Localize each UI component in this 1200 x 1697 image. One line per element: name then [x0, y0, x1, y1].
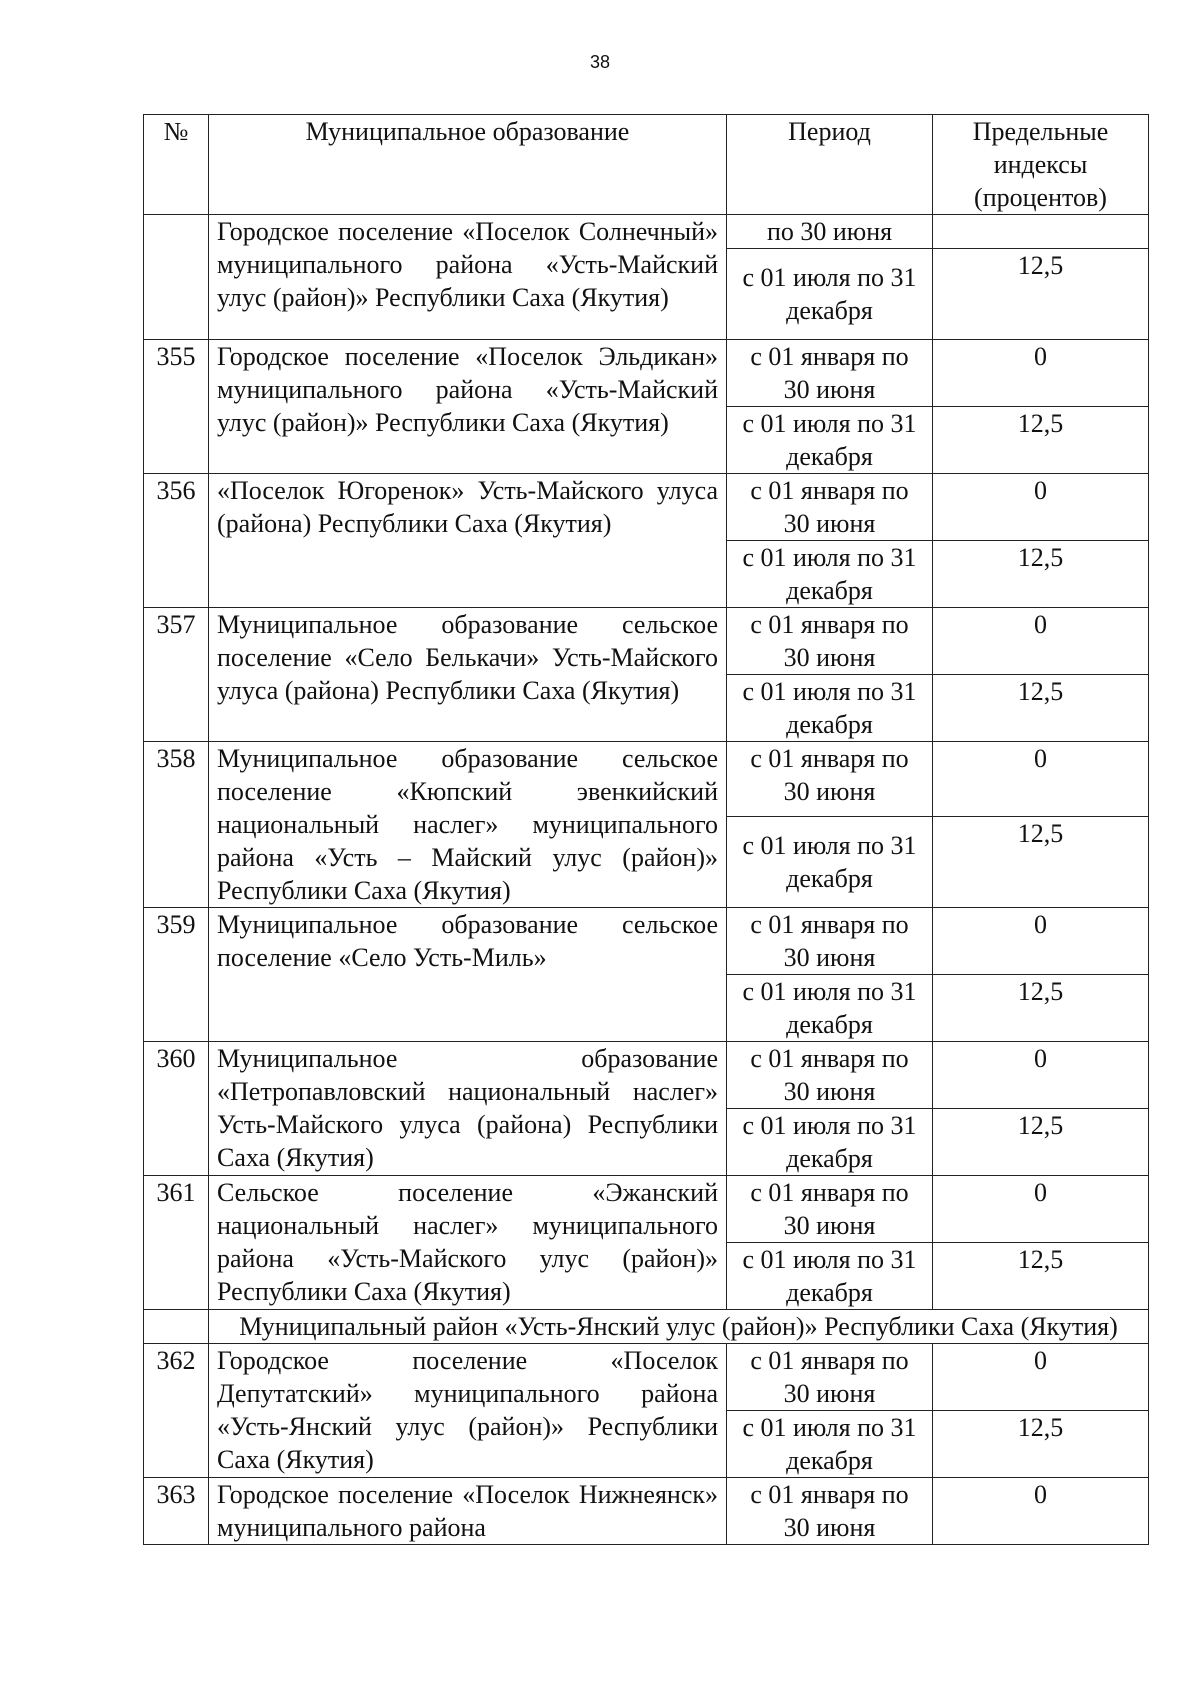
- municipality-name: Городское поселение «Поселок Нижнеянск» муниципального района: [209, 1478, 727, 1545]
- period-second-half: с 01 июля по 31 декабря: [727, 675, 933, 742]
- page-number: 38: [589, 52, 611, 72]
- index-value: 0: [933, 474, 1149, 541]
- period-second-half: с 01 июля по 31 декабря: [727, 817, 933, 908]
- municipality-name: Городское поселение «Поселок Депутатский» муниципального района «Усть-Янский улус (район)» Республики Саха (Якутия): [209, 1344, 727, 1478]
- municipality-name: Сельское поселение «Эжанский национальный наслег» муниципального района «Усть-Майского улус (район)» Республики Саха (Якутия): [209, 1176, 727, 1310]
- index-value: 0: [933, 340, 1149, 407]
- municipality-name: Городское поселение «Поселок Эльдикан» муниципального района «Усть-Майский улус (район)» Республики Саха (Якутия): [209, 340, 727, 474]
- table-row: [144, 1176, 1149, 1243]
- header-name: Муниципальное образование: [209, 115, 727, 215]
- period-first-half: с 01 января по 30 июня: [727, 340, 933, 407]
- index-value: 12,5: [933, 249, 1149, 340]
- period-second-half: с 01 июля по 31 декабря: [727, 975, 933, 1042]
- table-row: [144, 608, 1149, 675]
- index-value: 12,5: [933, 1109, 1149, 1176]
- table-row: [144, 908, 1149, 975]
- table-row: [144, 1042, 1149, 1109]
- table-row: [144, 340, 1149, 407]
- row-number: 359: [144, 908, 209, 1042]
- table-row: [144, 742, 1149, 817]
- section-number-cell: [144, 1310, 209, 1344]
- indices-table: [143, 114, 1149, 1545]
- index-value: 12,5: [933, 1243, 1149, 1310]
- period-first-half: с 01 января по 30 июня: [727, 1176, 933, 1243]
- index-value: 12,5: [933, 675, 1149, 742]
- row-number: 357: [144, 608, 209, 742]
- row-number: 355: [144, 340, 209, 474]
- municipality-name: Муниципальное образование «Петропавловский национальный наслег» Усть-Майского улуса (района) Республики Саха (Якутия): [209, 1042, 727, 1176]
- index-value: 0: [933, 1478, 1149, 1545]
- table-row: [144, 215, 1149, 249]
- index-value: 12,5: [933, 975, 1149, 1042]
- row-number: 360: [144, 1042, 209, 1176]
- row-number: 363: [144, 1478, 209, 1545]
- row-number: [144, 215, 209, 340]
- municipality-name: «Поселок Югоренок» Усть-Майского улуса (района) Республики Саха (Якутия): [209, 474, 727, 608]
- municipality-name: Муниципальное образование сельское поселение «Кюпский эвенкийский национальный наслег» муниципального района «Усть – Майский улус (район)» Республики Саха (Якутия): [209, 742, 727, 908]
- period-second-half: с 01 июля по 31 декабря: [727, 1109, 933, 1176]
- index-value: 0: [933, 1344, 1149, 1411]
- index-value: [933, 215, 1149, 249]
- period-first-half: с 01 января по 30 июня: [727, 908, 933, 975]
- index-value: 0: [933, 1042, 1149, 1109]
- period-first-half: по 30 июня: [727, 215, 933, 249]
- municipality-name: Муниципальное образование сельское поселение «Село Белькачи» Усть-Майского улуса (района) Республики Саха (Якутия): [209, 608, 727, 742]
- period-first-half: с 01 января по 30 июня: [727, 742, 933, 817]
- index-value: 12,5: [933, 1411, 1149, 1478]
- index-value: 0: [933, 608, 1149, 675]
- row-number: 361: [144, 1176, 209, 1310]
- table-row: [144, 1478, 1149, 1545]
- header-period: Период: [727, 115, 933, 215]
- index-value: 12,5: [933, 541, 1149, 608]
- municipality-name: Муниципальное образование сельское поселение «Село Усть-Миль»: [209, 908, 727, 1042]
- row-number: 358: [144, 742, 209, 908]
- period-second-half: с 01 июля по 31 декабря: [727, 1243, 933, 1310]
- index-value: 0: [933, 908, 1149, 975]
- period-first-half: с 01 января по 30 июня: [727, 474, 933, 541]
- table-row: [144, 474, 1149, 541]
- period-second-half: с 01 июля по 31 декабря: [727, 249, 933, 340]
- section-heading-row: [144, 1310, 1149, 1344]
- table-header-row: [144, 115, 1149, 215]
- period-second-half: с 01 июля по 31 декабря: [727, 407, 933, 474]
- period-first-half: с 01 января по 30 июня: [727, 1478, 933, 1545]
- header-num: №: [144, 115, 209, 215]
- municipality-name: Городское поселение «Поселок Солнечный» муниципального района «Усть-Майский улус (район)» Республики Саха (Якутия): [209, 215, 727, 340]
- index-value: 0: [933, 742, 1149, 817]
- row-number: 356: [144, 474, 209, 608]
- period-first-half: с 01 января по 30 июня: [727, 1344, 933, 1411]
- index-value: 0: [933, 1176, 1149, 1243]
- index-value: 12,5: [933, 407, 1149, 474]
- row-number: 362: [144, 1344, 209, 1478]
- period-first-half: с 01 января по 30 июня: [727, 608, 933, 675]
- table-row: [144, 1344, 1149, 1411]
- period-first-half: с 01 января по 30 июня: [727, 1042, 933, 1109]
- period-second-half: с 01 июля по 31 декабря: [727, 541, 933, 608]
- index-value: 12,5: [933, 817, 1149, 908]
- section-heading: Муниципальный район «Усть-Янский улус (район)» Республики Саха (Якутия): [209, 1310, 1149, 1344]
- period-second-half: с 01 июля по 31 декабря: [727, 1411, 933, 1478]
- header-index: Предельные индексы (процентов): [933, 115, 1149, 215]
